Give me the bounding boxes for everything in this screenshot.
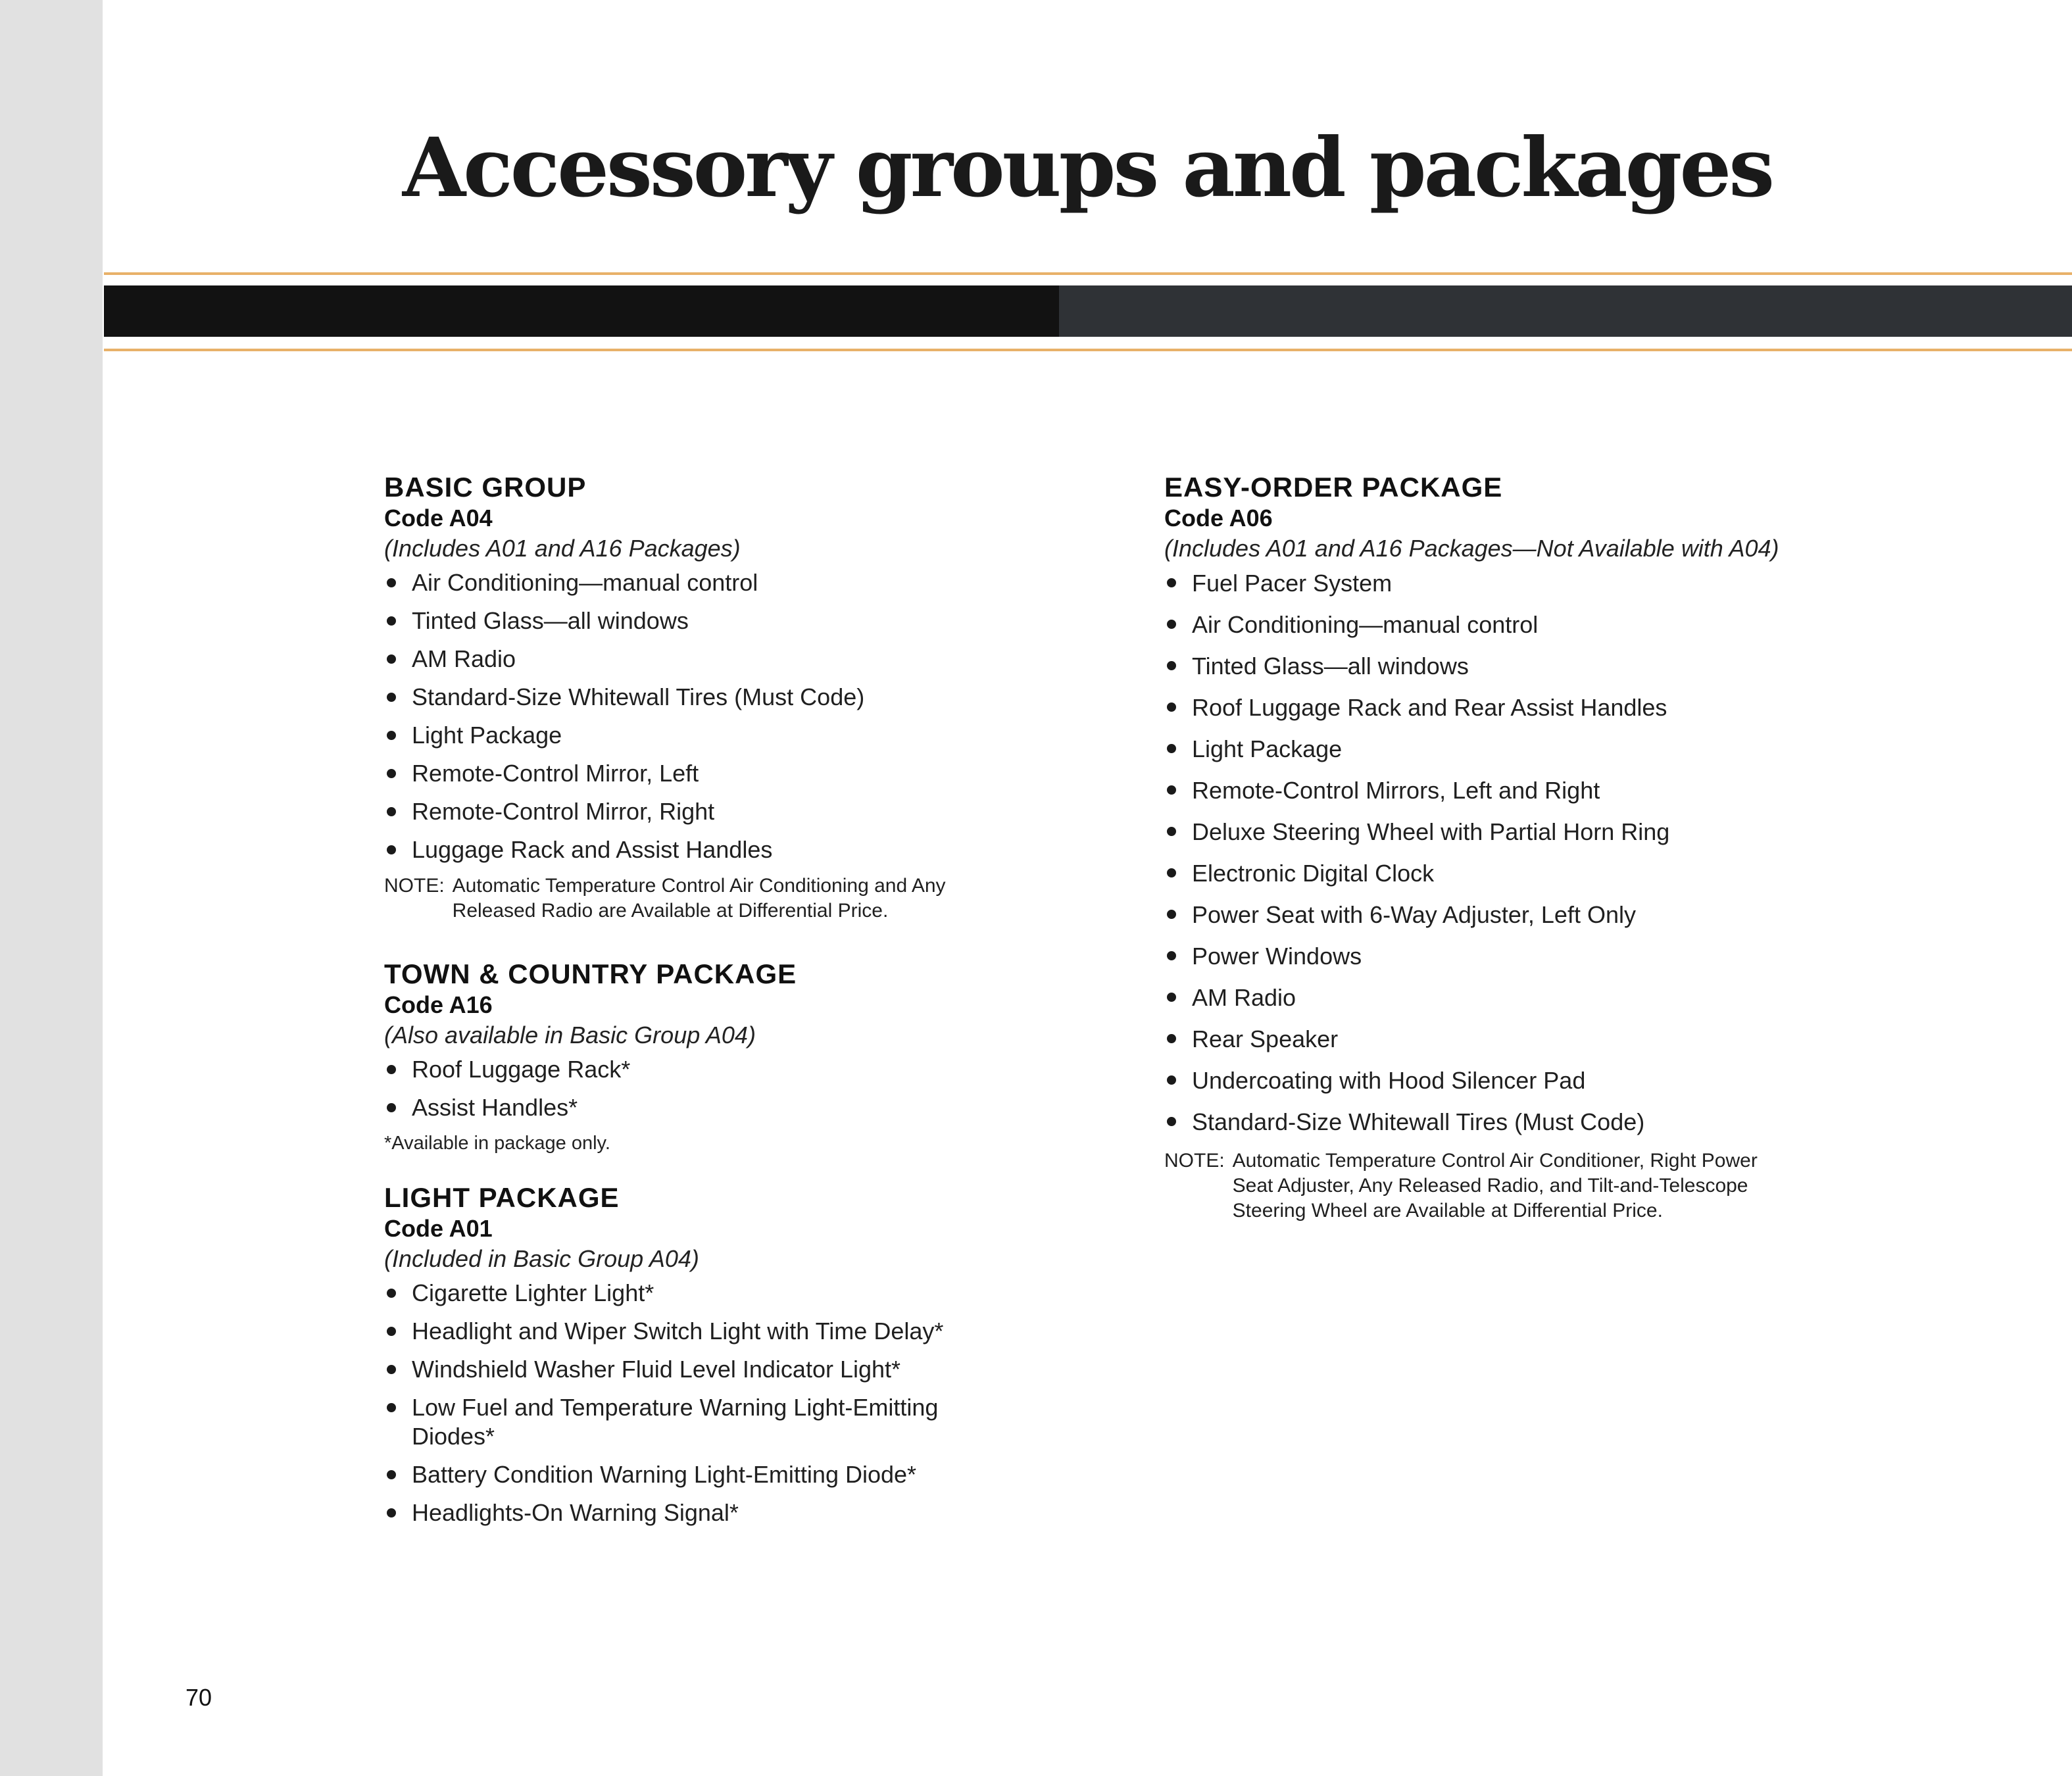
bullet-icon <box>387 807 396 816</box>
list-item <box>384 1460 976 1489</box>
bullet-icon <box>1167 785 1176 795</box>
bullet-icon <box>1167 868 1176 877</box>
bullet-icon <box>1167 910 1176 919</box>
item-list <box>1164 568 2000 1137</box>
section-heading: TOWN & COUNTRY PACKAGE <box>384 958 797 989</box>
bullet-icon <box>387 616 396 626</box>
bullet-icon <box>1167 1034 1176 1043</box>
package-code: Code A06 <box>1164 505 1273 531</box>
item-text: Standard-Size Whitewall Tires (Must Code) <box>412 683 865 710</box>
item-text: Low Fuel and Temperature Warning Light-Emitting Diodes* <box>412 1394 939 1450</box>
item-text: Light Package <box>1192 735 1343 762</box>
right-column <box>1164 471 2000 1223</box>
bullet-icon <box>387 845 396 854</box>
bullet-icon <box>387 1065 396 1074</box>
header-band-gray <box>1059 285 2072 337</box>
item-text: Tinted Glass—all windows <box>412 607 689 634</box>
bullet-icon <box>1167 993 1176 1002</box>
list-item <box>384 1317 976 1346</box>
bullet-icon <box>387 693 396 702</box>
item-text: Luggage Rack and Assist Handles <box>412 836 773 863</box>
item-text: Windshield Washer Fluid Level Indicator Light* <box>412 1356 901 1383</box>
item-text: Roof Luggage Rack* <box>412 1056 631 1083</box>
bottom-accent-rule <box>104 349 2072 351</box>
list-item <box>384 835 1042 864</box>
bullet-icon <box>1167 744 1176 753</box>
item-text: Remote-Control Mirrors, Left and Right <box>1192 777 1600 804</box>
list-item <box>384 1279 976 1308</box>
list-item <box>1164 610 2000 640</box>
list-item <box>384 759 1042 788</box>
item-text: Standard-Size Whitewall Tires (Must Code) <box>1192 1108 1645 1135</box>
item-text: Undercoating with Hood Silencer Pad <box>1192 1067 1586 1094</box>
list-item <box>1164 983 2000 1013</box>
list-item <box>1164 1107 2000 1137</box>
item-text: Deluxe Steering Wheel with Partial Horn Ring <box>1192 818 1670 845</box>
top-accent-rule <box>104 272 2072 275</box>
bullet-icon <box>387 578 396 587</box>
header-band-dark <box>104 285 1059 337</box>
section-heading: LIGHT PACKAGE <box>384 1182 620 1213</box>
list-item <box>1164 858 2000 889</box>
item-text: Light Package <box>412 722 562 749</box>
bullet-icon <box>1167 661 1176 670</box>
item-list <box>384 1055 1042 1122</box>
item-text: Fuel Pacer System <box>1192 570 1393 597</box>
item-text: Remote-Control Mirror, Right <box>412 798 715 825</box>
bullet-icon <box>1167 951 1176 960</box>
list-item <box>384 645 1042 674</box>
item-list <box>384 568 1042 864</box>
list-item <box>384 1355 976 1384</box>
package-subtitle: (Included in Basic Group A04) <box>384 1245 699 1272</box>
item-text: Remote-Control Mirror, Left <box>412 760 699 787</box>
light-package-section <box>384 1181 1042 1527</box>
list-item <box>384 1393 976 1451</box>
list-item <box>1164 568 2000 599</box>
section-heading: EASY-ORDER PACKAGE <box>1164 472 1503 503</box>
package-code: Code A04 <box>384 505 493 531</box>
bullet-icon <box>387 1327 396 1336</box>
list-item <box>384 568 1042 597</box>
easy-order-note <box>1164 1148 1796 1223</box>
list-item <box>384 1498 976 1527</box>
list-item <box>1164 651 2000 681</box>
list-item <box>1164 693 2000 723</box>
list-item <box>1164 941 2000 972</box>
item-list <box>384 1279 976 1527</box>
package-footnote: *Available in package only. <box>384 1133 610 1154</box>
list-item <box>384 683 1042 712</box>
bullet-icon <box>387 1365 396 1374</box>
bullet-icon <box>387 1508 396 1517</box>
package-subtitle: (Also available in Basic Group A04) <box>384 1022 756 1048</box>
bullet-icon <box>387 654 396 664</box>
list-item <box>1164 1066 2000 1096</box>
item-text: AM Radio <box>412 645 516 672</box>
bullet-icon <box>387 1403 396 1412</box>
item-text: Tinted Glass—all windows <box>1192 653 1469 679</box>
note-text: Automatic Temperature Control Air Conditioning and Any Released Radio are Available at Differential Price. <box>452 875 946 922</box>
item-text: Headlight and Wiper Switch Light with Time Delay* <box>412 1318 944 1344</box>
item-text: Power Windows <box>1192 943 1362 970</box>
item-text: Electronic Digital Clock <box>1192 860 1435 887</box>
bullet-icon <box>1167 827 1176 836</box>
list-item <box>384 721 1042 750</box>
page-binding-margin <box>0 0 103 1776</box>
item-text: Rear Speaker <box>1192 1025 1339 1052</box>
item-text: Power Seat with 6-Way Adjuster, Left Only <box>1192 901 1636 928</box>
item-text: Assist Handles* <box>412 1094 578 1121</box>
bullet-icon <box>1167 1117 1176 1126</box>
list-item <box>384 1055 1042 1084</box>
note-text: Automatic Temperature Control Air Conditioner, Right Power Seat Adjuster, Any Released Radio, and Tilt-and-Telescope Steering Wheel are Available at Differential Price. <box>1232 1150 1758 1221</box>
bullet-icon <box>387 1470 396 1479</box>
item-text: Headlights-On Warning Signal* <box>412 1499 739 1526</box>
bullet-icon <box>1167 703 1176 712</box>
item-text: Air Conditioning—manual control <box>412 569 758 596</box>
bullet-icon <box>1167 620 1176 629</box>
list-item <box>1164 734 2000 764</box>
basic-group-section <box>384 471 1042 924</box>
page-number: 70 <box>185 1684 212 1711</box>
note-label: NOTE: <box>384 875 445 897</box>
note-label: NOTE: <box>1164 1150 1225 1172</box>
town-country-section <box>384 958 1042 1155</box>
bullet-icon <box>387 769 396 778</box>
item-text: Battery Condition Warning Light-Emitting Diode* <box>412 1461 917 1488</box>
item-text: Cigarette Lighter Light* <box>412 1279 654 1306</box>
package-subtitle: (Includes A01 and A16 Packages—Not Available with A04) <box>1164 535 1779 562</box>
item-text: Roof Luggage Rack and Rear Assist Handles <box>1192 694 1667 721</box>
bullet-icon <box>387 1103 396 1112</box>
section-heading: BASIC GROUP <box>384 472 587 503</box>
easy-order-section <box>1164 471 2000 1223</box>
bullet-icon <box>1167 578 1176 587</box>
list-item <box>384 606 1042 635</box>
bullet-icon <box>1167 1075 1176 1085</box>
list-item <box>384 1093 1042 1122</box>
list-item <box>1164 900 2000 930</box>
package-subtitle: (Includes A01 and A16 Packages) <box>384 535 741 562</box>
basic-group-note <box>384 874 1016 924</box>
list-item <box>1164 817 2000 847</box>
item-text: AM Radio <box>1192 984 1296 1011</box>
page-title: Accessory groups and packages <box>402 120 1773 216</box>
list-item <box>384 797 1042 826</box>
bullet-icon <box>387 731 396 740</box>
item-text: Air Conditioning—manual control <box>1192 611 1539 638</box>
bullet-icon <box>387 1289 396 1298</box>
package-code: Code A01 <box>384 1215 493 1242</box>
package-code: Code A16 <box>384 991 493 1018</box>
left-column <box>384 471 1042 1537</box>
header-band <box>104 285 2072 337</box>
list-item <box>1164 1024 2000 1054</box>
list-item <box>1164 776 2000 806</box>
